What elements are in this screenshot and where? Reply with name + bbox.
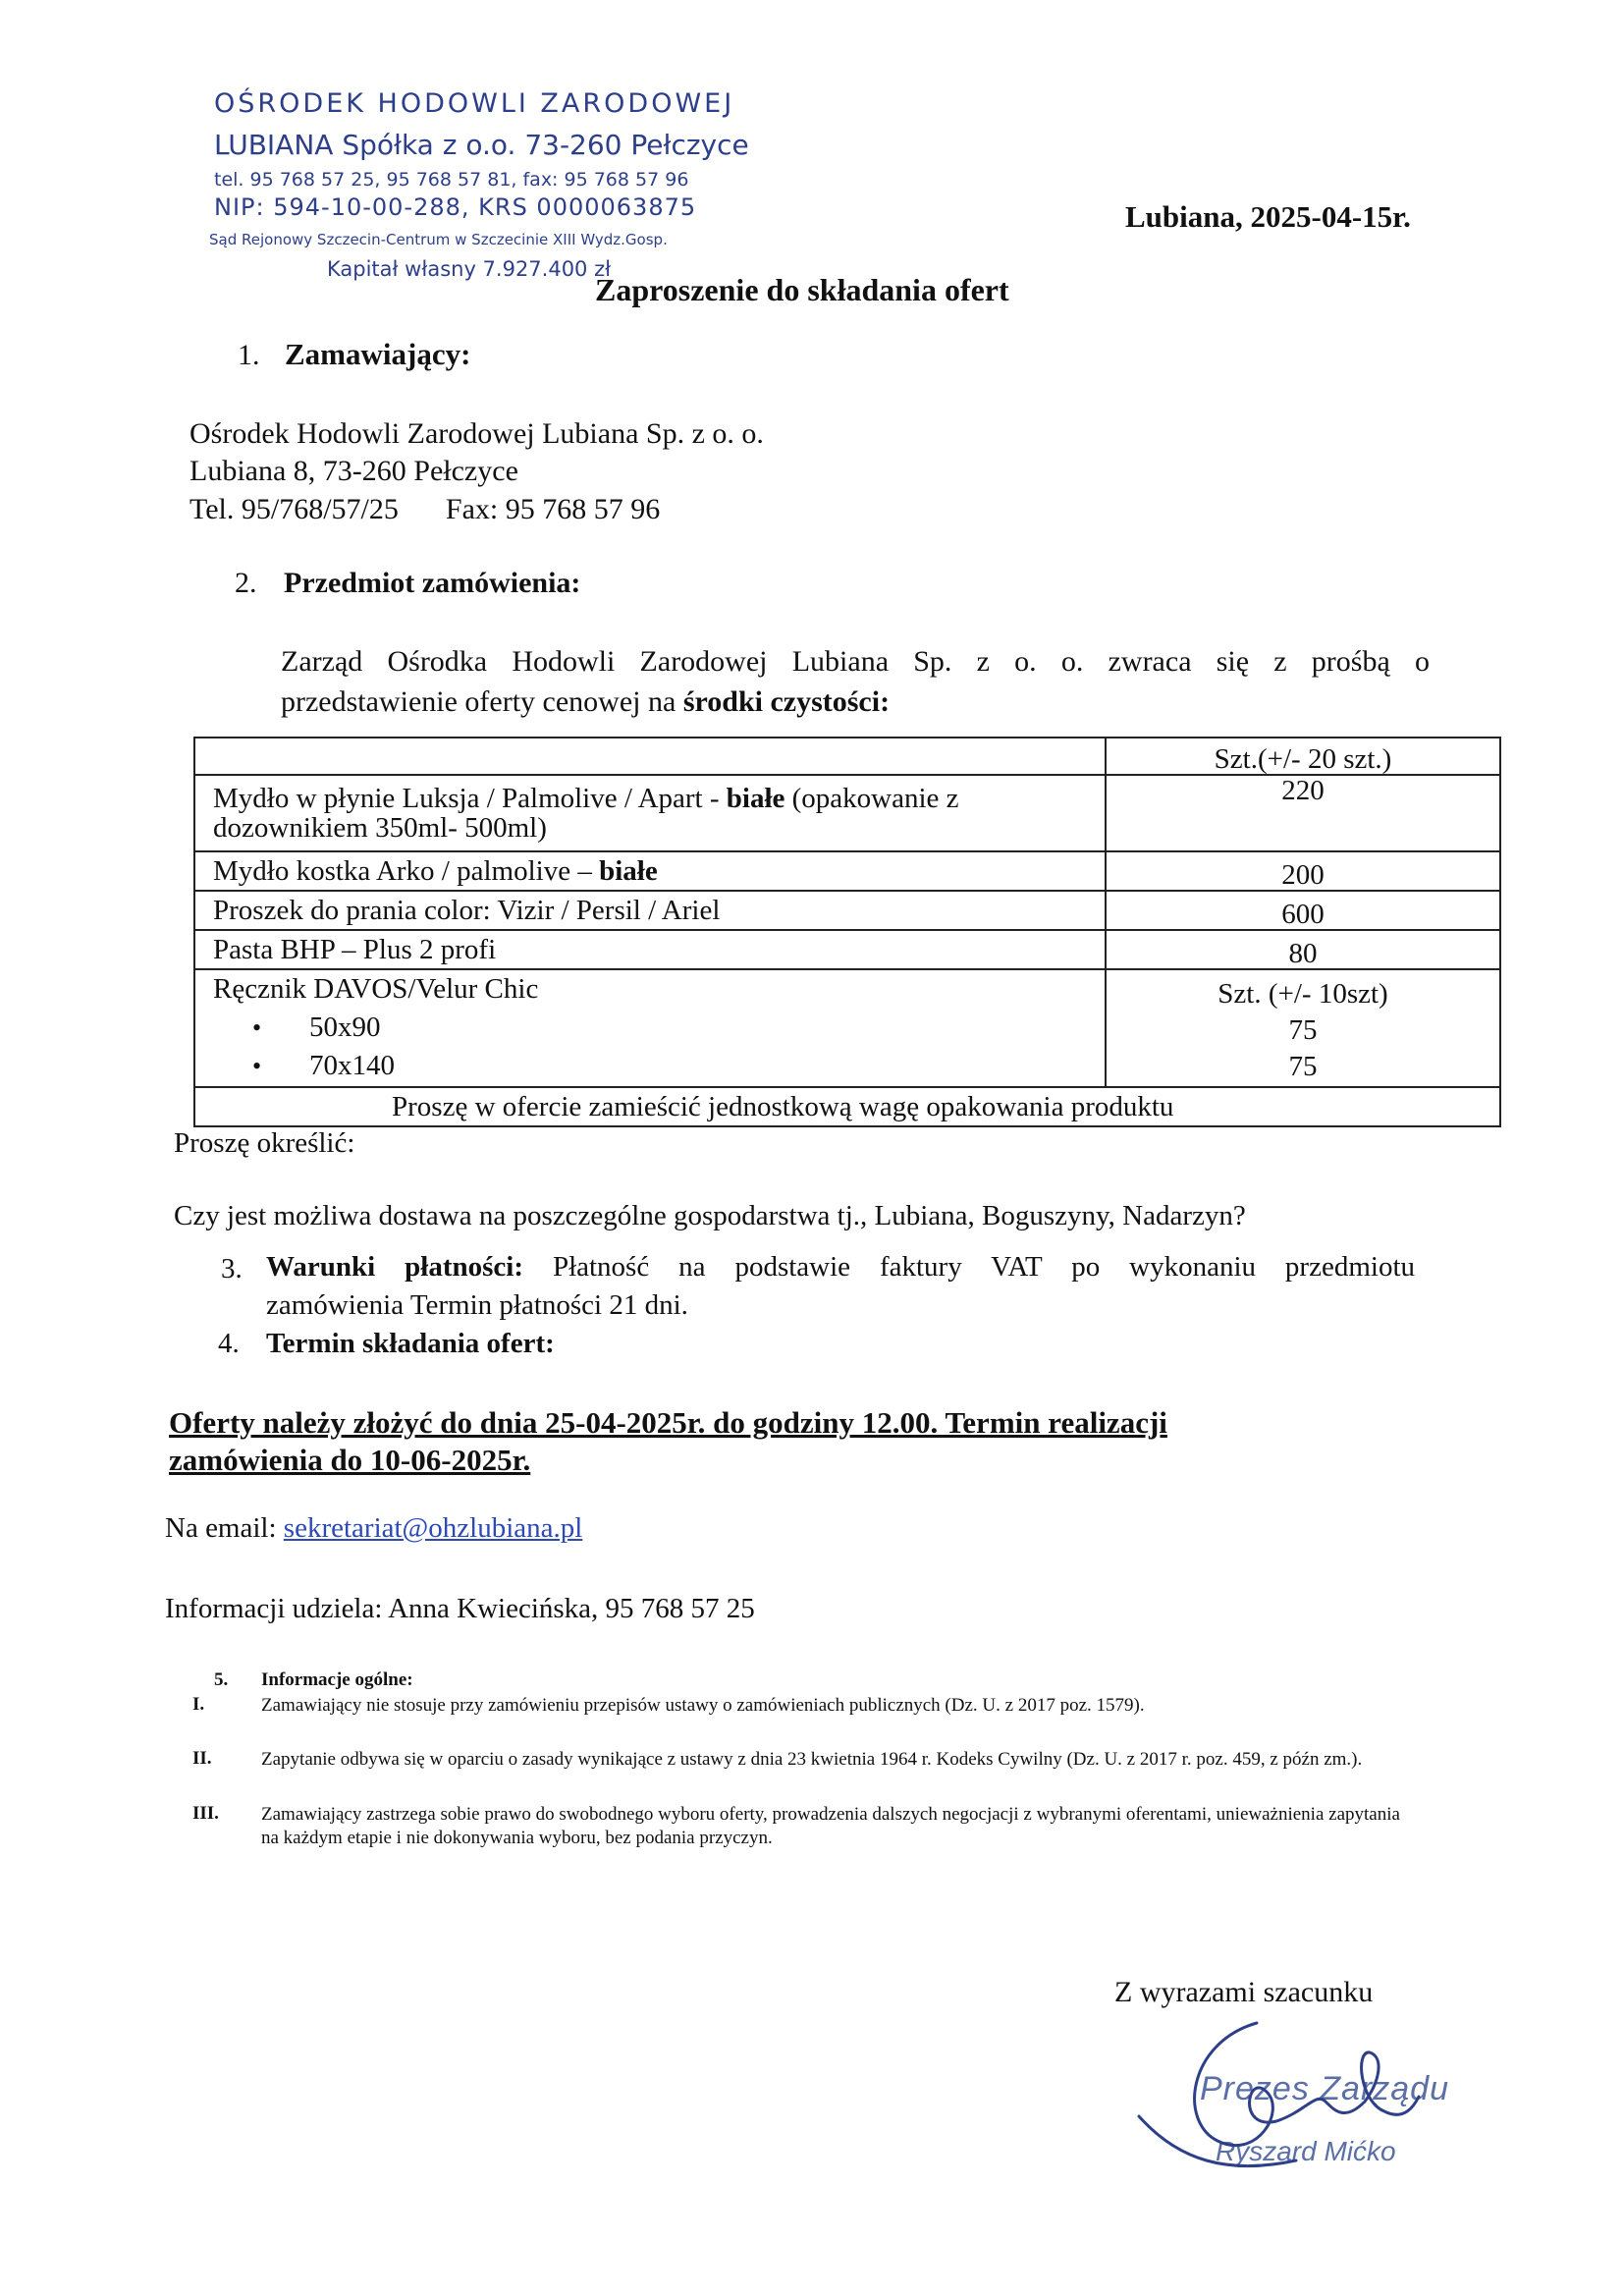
table-footer-note: Proszę w ofercie zamieścić jednostkową wagę opakowania produktu [194, 1087, 1500, 1126]
table-row [194, 1087, 1500, 1126]
towel-qty-cell [1106, 969, 1500, 1087]
subject-line-2 [281, 685, 890, 719]
item-qty: 220 [1106, 775, 1500, 851]
section-3-number: 3. [221, 1253, 243, 1285]
table-row [194, 738, 1500, 775]
deadline-line-1: Oferty należy złożyć do dnia 25-04-2025r. do godziny 12.00. Termin realizacji [169, 1405, 1167, 1440]
table-row [194, 851, 1500, 891]
subject-line-2-text: przedstawienie oferty cenowej na [281, 685, 683, 718]
section-3-title: Warunki płatności: [266, 1251, 523, 1283]
item-qty: 200 [1106, 851, 1500, 891]
subject-line-2-bold: środki czystości: [682, 685, 891, 718]
section-4-title: Termin składania ofert: [266, 1328, 555, 1359]
general-item-text: Zapytanie odbywa się w oparciu o zasady wynikające z ustawy z dnia 23 kwietnia 1964 r. Kodeks Cywilny (Dz. U. z 2017 r. poz. 459, z późn zm.). [261, 1749, 1363, 1770]
payment-line-2: zamówienia Termin płatności 21 dni. [266, 1289, 688, 1321]
towel-qty: 75 [1288, 1051, 1318, 1083]
towel-qty-header: Szt. (+/- 10szt) [1217, 978, 1388, 1010]
item-name-text: Mydło kostka Arko / palmolive – [213, 854, 600, 887]
general-item-text: Zamawiający zastrzega sobie prawo do swobodnego wyboru oferty, prowadzenia dalszych negocjacji z wybranymi oferentami, unieważnienia zapytania na każdym etapie i nie dokonywania wyboru, bez podania przyczyn. [261, 1804, 1400, 1848]
stamp-line-name: OŚRODEK HODOWLI ZARODOWEJ [214, 88, 735, 119]
item-name: Pasta BHP – Plus 2 profi [194, 930, 1106, 969]
payment-line-1 [266, 1251, 1415, 1284]
general-item-number: II. [192, 1748, 212, 1769]
item-name-suffix: (opakowanie z dozownikiem 350ml- 500ml) [213, 782, 959, 844]
deadline-line-2: zamówienia do 10-06-2025r. [169, 1442, 531, 1477]
signature-stamp-title: Prezes Zarządu [1200, 2070, 1449, 2107]
table-row [194, 930, 1500, 969]
ask-label: Proszę określić: [174, 1127, 355, 1159]
orderer-fax: Fax: 95 768 57 96 [445, 493, 661, 525]
signature-stamp-name: Ryszard Mićko [1216, 2136, 1396, 2166]
delivery-question: Czy jest możliwa dostawa na poszczególne gospodarstwa tj., Lubiana, Boguszyny, Nadarzyn? [174, 1200, 1246, 1231]
section-5-number: 5. [214, 1669, 229, 1690]
item-qty: 600 [1106, 891, 1500, 930]
subject-line-1: Zarząd Ośrodka Hodowli Zarodowej Lubiana Sp. z o. o. zwraca się z prośbą o [281, 645, 1430, 678]
section-1-number: 1. [238, 339, 260, 371]
stamp-line-court: Sąd Rejonowy Szczecin-Centrum w Szczecinie XIII Wydz.Gosp. [209, 231, 668, 248]
item-name [194, 775, 1106, 851]
closing-salutation: Z wyrazami szacunku [1114, 1976, 1374, 2008]
stamp-line-nip-krs: NIP: 594-10-00-288, KRS 0000063875 [214, 193, 697, 221]
orderer-address: Lubiana 8, 73-260 Pełczyce [189, 455, 518, 487]
towel-cell [194, 969, 1106, 1087]
payment-text: Płatność na podstawie faktury VAT po wykonaniu przedmiotu [552, 1251, 1416, 1283]
table-header-empty [194, 738, 1106, 775]
table-row [194, 775, 1500, 851]
orderer-tel: Tel. 95/768/57/25 [189, 493, 399, 525]
section-4-number: 4. [218, 1328, 240, 1359]
document-date: Lubiana, 2025-04-15r. [1125, 199, 1411, 234]
general-item-number: I. [192, 1694, 205, 1715]
section-1-title: Zamawiający: [285, 337, 471, 371]
document-title: Zaproszenie do składania ofert [595, 272, 1009, 307]
items-table [193, 737, 1501, 1127]
item-name-bold: białe [599, 854, 658, 887]
email-line [165, 1512, 582, 1545]
general-item-text: Zamawiający nie stosuje przy zamówieniu przepisów ustawy o zamówieniach publicznych (Dz. U. z 2017 poz. 1579). [261, 1695, 1145, 1716]
qty-header: Szt.(+/- 20 szt.) [1106, 738, 1500, 775]
item-name-text: Mydło w płynie Luksja / Palmolive / Apart - [213, 782, 727, 814]
stamp-line-phones: tel. 95 768 57 25, 95 768 57 81, fax: 95 768 57 96 [214, 169, 689, 191]
stamp-line-company: LUBIANA Spółka z o.o. 73-260 Pełczyce [214, 129, 749, 161]
item-name [194, 851, 1106, 891]
table-row [194, 969, 1500, 1087]
item-name: Proszek do prania color: Vizir / Persil / Ariel [194, 891, 1106, 930]
item-qty: 80 [1106, 930, 1500, 969]
contact-info: Informacji udziela: Anna Kwiecińska, 95 768 57 25 [165, 1593, 755, 1624]
section-2-number: 2. [235, 567, 257, 599]
deadline-text [169, 1404, 1167, 1479]
section-5-title: Informacje ogólne: [261, 1669, 413, 1690]
section-2-title: Przedmiot zamówienia: [284, 567, 581, 599]
towel-qty: 75 [1288, 1014, 1318, 1047]
towel-name: Ręcznik DAVOS/Velur Chic [213, 973, 539, 1005]
item-name-bold: białe [726, 782, 785, 814]
stamp-line-capital: Kapitał własny 7.927.400 zł [327, 257, 612, 281]
email-label: Na email: [165, 1512, 284, 1544]
table-row [194, 891, 1500, 930]
orderer-contact [189, 493, 660, 526]
orderer-name: Ośrodek Hodowli Zarodowej Lubiana Sp. z o. o. [189, 417, 764, 450]
handwritten-signature [1119, 2013, 1443, 2190]
email-link[interactable]: sekretariat@ohzlubiana.pl [283, 1512, 583, 1544]
towel-size: • 70x140 [213, 1047, 1087, 1085]
general-item-number: III. [192, 1803, 219, 1824]
towel-size: • 50x90 [213, 1009, 1087, 1047]
